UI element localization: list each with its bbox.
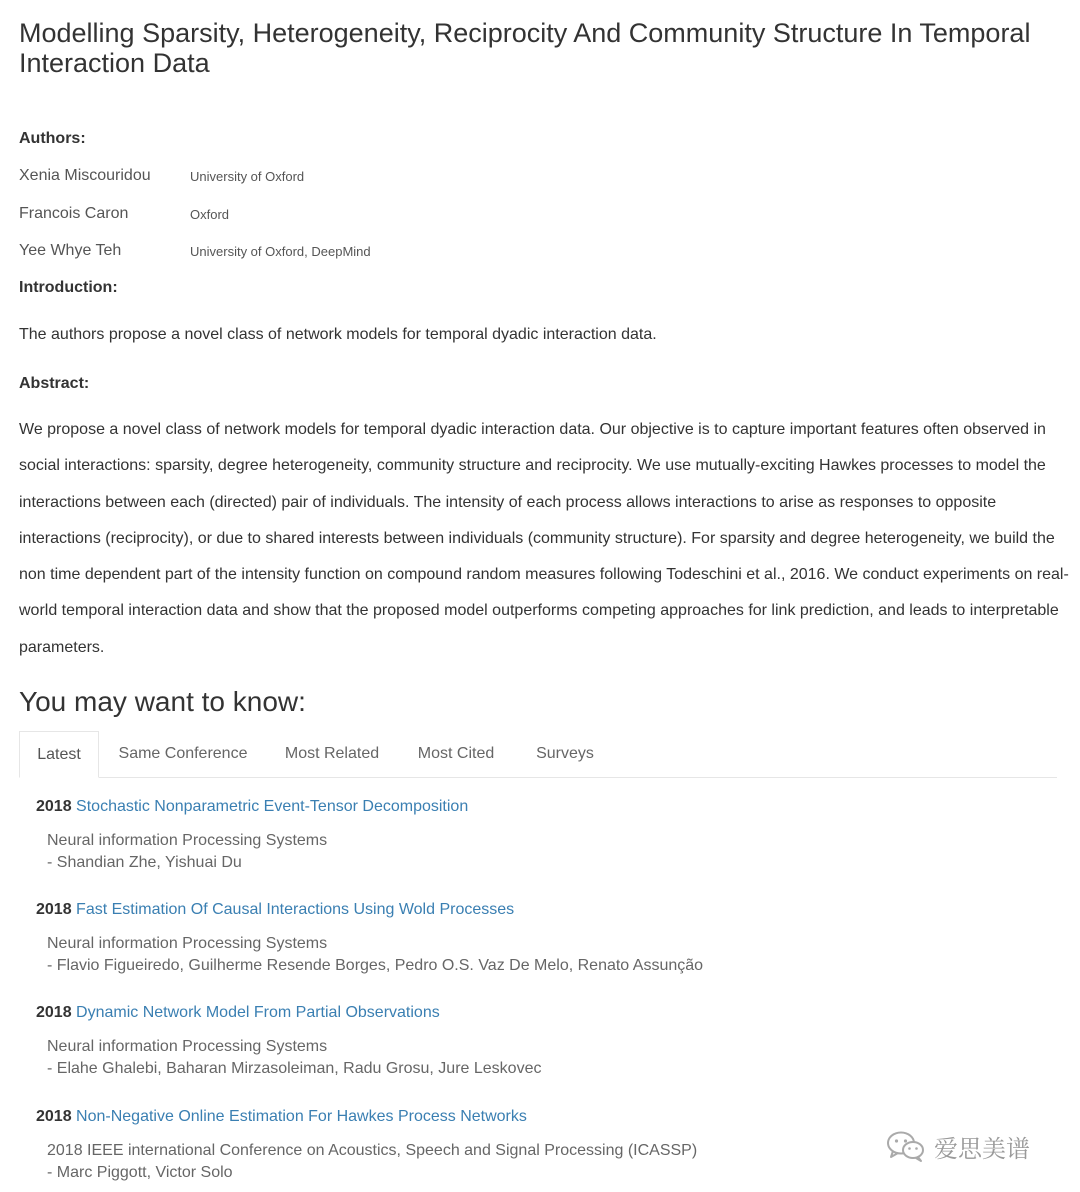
tab-most-cited[interactable]: Most Cited [417,745,495,762]
paper-authors: - Shandian Zhe, Yishuai Du [47,854,242,871]
author-name: Francois Caron [19,205,129,222]
tab-most-related[interactable]: Most Related [284,745,380,762]
wechat-icon [886,1130,926,1162]
tab-surveys[interactable]: Surveys [536,745,594,762]
introduction-text: The authors propose a novel class of network models for temporal dyadic interaction data. [19,326,657,343]
paper-venue: 2018 IEEE international Conference on Acoustics, Speech and Signal Processing (ICASSP) [47,1142,698,1159]
paper-authors: - Elahe Ghalebi, Baharan Mirzasoleiman, Radu Grosu, Jure Leskovec [47,1060,542,1077]
paper-authors: - Marc Piggott, Victor Solo [47,1164,233,1181]
list-item [36,1003,541,1080]
recommendations-heading: You may want to know: [19,686,306,717]
watermark [886,1126,1030,1166]
list-item [36,900,703,977]
paper-year: 2018 [36,1108,72,1125]
introduction-label: Introduction: [19,279,118,296]
paper-year: 2018 [36,798,72,815]
paper-title-link[interactable]: Fast Estimation Of Causal Interactions Using Wold Processes [76,901,515,918]
paper-title-link[interactable]: Stochastic Nonparametric Event-Tensor Decomposition [76,798,469,815]
author-affiliation: University of Oxford, DeepMind [190,244,371,259]
paper-title-link[interactable]: Non-Negative Online Estimation For Hawkes Process Networks [76,1108,527,1125]
tab-latest[interactable]: Latest [19,731,99,778]
paper-venue: Neural information Processing Systems [47,1038,328,1055]
paper-authors: - Flavio Figueiredo, Guilherme Resende Borges, Pedro O.S. Vaz De Melo, Renato Assunção [47,957,704,974]
paper-year: 2018 [36,901,72,918]
author-affiliation: Oxford [190,207,230,222]
watermark-text: 爱思美谱 [934,1134,1030,1163]
page-title: Modelling Sparsity, Heterogeneity, Reciprocity And Community Structure In Temporal Interaction Data [19,18,1031,78]
paper-venue: Neural information Processing Systems [47,935,328,952]
author-affiliation: University of Oxford [190,169,305,184]
list-item [36,1107,697,1184]
list-item [36,797,468,874]
paper-year: 2018 [36,1004,72,1021]
author-name: Yee Whye Teh [19,242,122,259]
recommendation-tabs [19,731,1057,778]
paper-venue: Neural information Processing Systems [47,832,328,849]
abstract-label: Abstract: [19,375,90,392]
authors-label: Authors: [19,130,86,147]
paper-title-link[interactable]: Dynamic Network Model From Partial Observations [76,1004,440,1021]
abstract-text: We propose a novel class of network models for temporal dyadic interaction data. Our objective is to capture important features often observed in social interactions: sparsity, degree heterogeneity, community structure and reciprocity. We use mutually-exciting Hawkes processes to model the interactions between each (directed) pair of individuals. The intensity of each process allows interactions to arise as responses to opposite interactions (reciprocity), or due to shared interests between individuals (community structure). For sparsity and degree heterogeneity, we build the non time dependent part of the intensity function on compound random measures following Todeschini et al., 2016. We conduct experiments on real-world temporal interaction data and show that the proposed model outperforms competing approaches for link prediction, and leads to interpretable parameters. [19,421,1069,656]
author-name: Xenia Miscouridou [19,167,151,184]
tab-same-conference[interactable]: Same Conference [118,745,248,762]
